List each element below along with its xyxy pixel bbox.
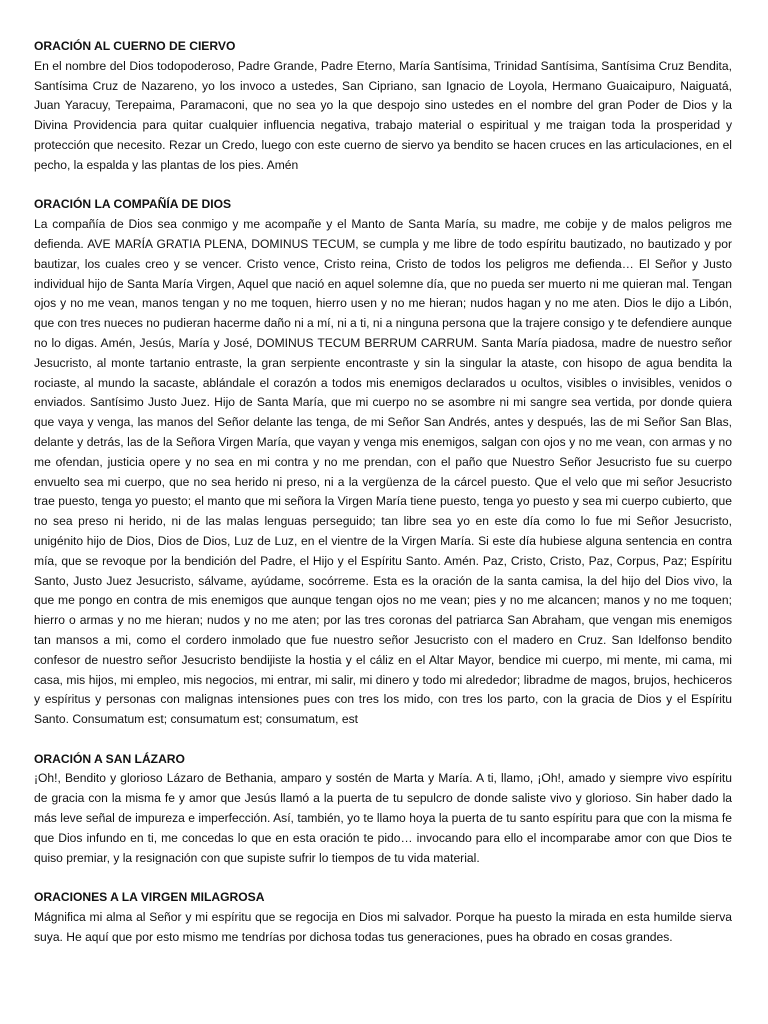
section-virgen-milagrosa bbox=[34, 888, 732, 947]
section-heading: ORACIONES A LA VIRGEN MILAGROSA bbox=[34, 890, 265, 905]
document-page bbox=[34, 37, 732, 967]
section-body: ¡Oh!, Bendito y glorioso Lázaro de Bethania, amparo y sostén de Marta y María. A ti, llamo, ¡Oh!, amado y siempre vivo espíritu de gracia con la misma fe y amor que Jesús llamó a la puerta de tu sepulcro de donde saliste vivo y glorioso. Sin haber dado la más leve señal de impureza e imperfección. Así, también, yo te llamo hoya la puerta de tu santo espíritu para que con la misma fe que Dios infundo en ti, me concedas lo que en esta oración te pido… invocando para ello el incomparabe amor con que Dios te quiso premiar, y la resignación con que supiste sufrir lo tiempos de tu vida material. bbox=[34, 771, 732, 865]
section-heading: ORACIÓN A SAN LÁZARO bbox=[34, 751, 185, 766]
section-body: En el nombre del Dios todopoderoso, Padre Grande, Padre Eterno, María Santísima, Trinidad Santísima, Santísima Cruz Bendita, Santísima Cruz de Nazareno, yo los invoco a ustedes, San Cipriano, san Ignacio de Loyola, Hermano Guaicaipuro, Naiguatá, Juan Yaracuy, Terepaima, Paramaconi, que no sea yo la que despojo sino ustedes en el nombre del gran Poder de Dios y la Divina Providencia para quitar cualquier influencia negativa, trabajo material o espiritual y me traigan toda la prosperidad y protección que necesito. Rezar un Credo, luego con este cuerno de siervo ya bendito se hacen cruces en las articulaciones, en el pecho, la espalda y las plantas de los pies. Amén bbox=[34, 58, 732, 172]
section-heading: ORACIÓN LA COMPAÑÍA DE DIOS bbox=[34, 197, 232, 212]
section-cuerno-de-ciervo bbox=[34, 37, 732, 176]
section-san-lazaro bbox=[34, 750, 732, 869]
section-compania-de-dios bbox=[34, 195, 732, 730]
section-body: La compañía de Dios sea conmigo y me acompañe y el Manto de Santa María, su madre, me cobije y de malos peligros me defienda. AVE MARÍA GRATIA PLENA, DOMINUS TECUM, se cumpla y me libre de todo espíritu bautizado, no bautizado y por bautizar, los cuales creo y se vencer. Cristo vence, Cristo reina, Cristo de todos los peligros me defienda… El Señor y Justo individual hijo de Santa María Virgen, Aquel que nació en aquel solemne día, que no pueda ser muerto ni me quieran mal. Tengan ojos y no me vean, manos tengan y no me toquen, hierro usen y no me hieran; nudos hagan y no me aten. Dios le dijo a Libón, que con tres nueces no pudieran hacerme daño ni a mí, ni a ti, ni a ninguna persona que la trajere consigo y te defendiere aunque no lo digas. Amén, Jesús, María y José, DOMINUS TECUM BERRUM CARRUM. Santa María piadosa, madre de nuestro señor Jesucristo, al monte tartanio entraste, la gran serpiente encontraste y sin la singular la ataste, con hisopo de agua bendita la rociaste, al mundo la sacaste, ablándale el corazón a todos mis enemigos declarados u ocultos, visibles o invisibles, venidos o enviados. Santísimo Justo Juez. Hijo de Santa María, que mi cuerpo no se asombre ni mi sangre sea vertida, por donde quiera que vaya y venga, las manos del Señor delante las tenga, de mi Señor San Andrés, antes y después, las de mi Señor San Blas, delante y detrás, las de la Señora Virgen María, que vayan y venga mis enemigos, salgan con ojos y no me vean, con armas y no me ofendan, justicia opere y no sea en mi contra y no me prendan, con el paño que Nuestro Señor Jesucristo fue su cuerpo envuelto sea mi cuerpo, que no sea herido ni preso, ni a la vergüenza de la cárcel puesto. Que el velo que mi señor Jesucristo trae puesto, tenga yo puesto; el manto que mi señora la Virgen María tiene puesto, tenga yo puesto y sea mi cuerpo cubierto, que no sea preso ni herido, ni de las malas lenguas perseguido; tan libre sea yo en este día como lo fue mi Señor Jesucristo, unigénito hijo de Dios, Dios de Dios, Luz de Luz, en el vientre de la Virgen María. Si este día hubiese alguna sentencia en contra mía, que se revoque por la bendición del Padre, el Hijo y el Espíritu Santo. Amén. Paz, Cristo, Cristo, Paz, Corpus, Paz; Espíritu Santo, Justo Juez Jesucristo, sálvame, ayúdame, socórreme. Esta es la oración de la santa camisa, la del hijo del Dios vivo, la que me pongo en contra de mis enemigos que aunque tengan ojos no me vean; pies y no me alcancen; manos y no me toquen; hierro o armas y no me hieran; nudos y no me aten; por las tres coronas del patriarca San Abraham, que vengan mis enemigos tan mansos a mi, como el cordero inmolado que fue nuestro señor Jesucristo con el madero en Cruz. San Idelfonso bendito confesor de nuestro señor Jesucristo bendijiste la hostia y el cáliz en el Altar Mayor, bendice mi cuerpo, mi mente, mi cama, mi casa, mis hijos, mi empleo, mis negocios, mi entrar, mi salir, mi dinero y todo mi alrededor; libradme de magos, brujos, hechiceros y espíritus y personas con malignas intensiones pues con tres los mido, con tres los parto, con la gracia de Dios y el Espíritu Santo. Consumatum est; consumatum est; consumatum, est bbox=[34, 217, 732, 727]
section-heading: ORACIÓN AL CUERNO DE CIERVO bbox=[34, 39, 236, 53]
section-body: Mágnifica mi alma al Señor y mi espíritu que se regocija en Dios mi salvador. Porque ha puesto la mirada en esta humilde sierva suya. He aquí que por esto mismo me tendrías por dichosa todas tus generaciones, pues ha obrado en cosas grandes. bbox=[34, 910, 732, 944]
